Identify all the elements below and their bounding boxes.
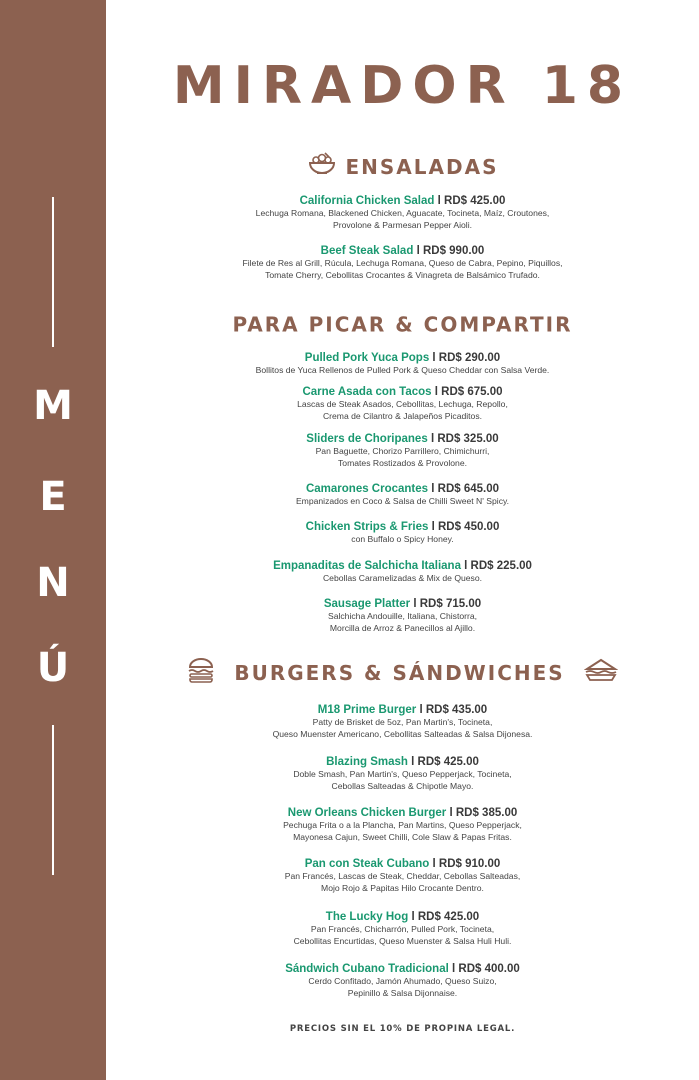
item-description-line: Mojo Rojo & Papitas Hilo Crocante Dentro. <box>321 882 484 893</box>
menu-item <box>106 857 699 894</box>
item-description <box>106 258 699 281</box>
item-price: l RD$ 225.00 <box>464 560 532 572</box>
item-price: l RD$ 990.00 <box>416 245 485 257</box>
item-price: l RD$ 425.00 <box>411 756 479 768</box>
item-price: l RD$ 910.00 <box>432 858 501 870</box>
item-description-line: Morcilla de Arroz & Panecillos al Ajillo. <box>329 622 476 633</box>
item-description-line: Lascas de Steak Asados, Cebollitas, Lechuga, Repollo, <box>297 399 508 409</box>
menu-item <box>106 559 699 585</box>
item-description-line: Bollitos de Yuca Rellenos de Pulled Pork & Queso Cheddar con Salsa Verde. <box>255 365 550 375</box>
menu-item <box>106 806 699 843</box>
item-price: l RD$ 645.00 <box>431 483 500 495</box>
item-price: l RD$ 400.00 <box>452 963 520 975</box>
item-description <box>106 365 699 377</box>
section-title-ensaladas: ENSALADAS <box>345 155 499 179</box>
item-description <box>106 976 699 999</box>
item-description <box>106 208 699 231</box>
sidebar-letter-u: Ú <box>36 645 70 691</box>
item-price: l RD$ 425.00 <box>411 911 480 923</box>
sidebar-letter-m: M <box>33 383 73 429</box>
menu-item <box>106 385 699 422</box>
item-price: l RD$ 290.00 <box>432 352 501 364</box>
item-price: l RD$ 385.00 <box>449 807 518 819</box>
sidebar-letter-n: N <box>36 560 70 606</box>
burger-icon <box>187 657 215 689</box>
menu-item <box>106 597 699 634</box>
item-description-line: Pan Francés, Chicharrón, Pulled Pork, Tocineta, <box>310 924 495 934</box>
sandwich-icon <box>584 657 618 689</box>
restaurant-title: MIRADOR 18 <box>172 56 633 116</box>
item-description-line: Filete de Res al Grill, Rúcula, Lechuga Romana, Queso de Cabra, Pepino, Piquillos, <box>242 258 563 268</box>
menu-item <box>106 755 699 792</box>
item-description <box>106 534 699 546</box>
item-name: The Lucky Hog <box>325 911 409 923</box>
item-description-line: Provolone & Parmesan Pepper Aioli. <box>332 219 472 230</box>
item-description-line: Pechuga Frita o a la Plancha, Pan Martins, Queso Pepperjack, <box>283 820 522 830</box>
section-heading-burgers <box>106 657 699 689</box>
menu-item <box>106 962 699 999</box>
item-name: Chicken Strips & Fries <box>305 521 429 533</box>
section-heading-ensaladas <box>106 151 699 183</box>
item-price: l RD$ 325.00 <box>430 433 499 445</box>
item-description <box>106 399 699 422</box>
item-price: l RD$ 435.00 <box>419 704 488 716</box>
item-name: Sliders de Choripanes <box>306 433 428 445</box>
menu-item <box>106 703 699 740</box>
sidebar-divider-top <box>52 197 54 347</box>
menu-item <box>106 244 699 281</box>
sidebar-divider-bottom <box>52 725 54 875</box>
menu-item <box>106 482 699 508</box>
item-description-line: Cebollitas Encurtidas, Queso Muenster & Salsa Huli Huli. <box>293 935 512 946</box>
item-description-line: Pan Baguette, Chorizo Parrillero, Chimichurri, <box>315 446 490 456</box>
item-description-line: Tomates Rostizados & Provolone. <box>338 457 467 468</box>
item-price: l RD$ 715.00 <box>413 598 482 610</box>
item-description-line: Queso Muenster Americano, Cebollitas Salteadas & Salsa Dijonesa. <box>272 728 533 739</box>
item-description <box>106 717 699 740</box>
item-description-line: Tomate Cherry, Cebollitas Crocantes & Vinagreta de Balsámico Trufado. <box>265 269 540 280</box>
footer-tip-notice: PRECIOS SIN EL 10% DE PROPINA LEGAL. <box>289 1024 516 1034</box>
item-name: Beef Steak Salad <box>320 245 414 257</box>
section-heading-para-picar <box>106 310 699 338</box>
item-description-line: Lechuga Romana, Blackened Chicken, Aguacate, Tocineta, Maíz, Croutones, <box>255 208 550 218</box>
item-description-line: Salchicha Andouille, Italiana, Chistorra, <box>327 611 478 621</box>
item-description-line: Mayonesa Cajun, Sweet Chilli, Cole Slaw & Papas Fritas. <box>293 831 512 842</box>
item-name: Pulled Pork Yuca Pops <box>304 352 430 364</box>
sidebar-menu-banner <box>0 0 106 1080</box>
item-name: Carne Asada con Tacos <box>302 386 432 398</box>
item-name: M18 Prime Burger <box>317 704 417 716</box>
item-description-line: Crema de Cilantro & Jalapeños Picaditos. <box>322 410 483 421</box>
item-name: Camarones Crocantes <box>305 483 429 495</box>
item-description-line: Cebollas Caramelizadas & Mix de Queso. <box>322 573 483 583</box>
item-name: California Chicken Salad <box>299 195 435 207</box>
item-name: Pan con Steak Cubano <box>304 858 430 870</box>
item-name: Empanaditas de Salchicha Italiana <box>273 560 461 572</box>
item-name: Sausage Platter <box>323 598 411 610</box>
item-description <box>106 820 699 843</box>
item-description <box>106 496 699 508</box>
item-description <box>106 924 699 947</box>
item-price: l RD$ 675.00 <box>434 386 503 398</box>
item-description-line: Empanizados en Coco & Salsa de Chilli Sweet N' Spicy. <box>295 496 510 506</box>
salad-bowl-icon <box>307 151 337 183</box>
item-description-line: Doble Smash, Pan Martin's, Queso Pepperjack, Tocineta, <box>293 769 512 779</box>
menu-item <box>106 520 699 546</box>
sidebar-letter-e: E <box>39 474 67 520</box>
menu-item <box>106 432 699 469</box>
item-price: l RD$ 450.00 <box>431 521 500 533</box>
menu-item <box>106 194 699 231</box>
item-description <box>106 573 699 585</box>
item-description <box>106 446 699 469</box>
section-title-burgers: BURGERS & SÁNDWICHES <box>234 661 565 685</box>
item-description <box>106 611 699 634</box>
item-description-line: Cebollas Salteadas & Chipotle Mayo. <box>331 780 474 791</box>
item-description-line: Pepinillo & Salsa Dijonnaise. <box>347 987 458 998</box>
menu-item <box>106 351 699 377</box>
section-title-para-picar: PARA PICAR & COMPARTIR <box>232 312 573 337</box>
item-description <box>106 769 699 792</box>
item-name: New Orleans Chicken Burger <box>287 807 447 819</box>
item-description-line: con Buffalo o Spicy Honey. <box>351 534 454 544</box>
item-price: l RD$ 425.00 <box>437 195 506 207</box>
item-description-line: Pan Francés, Lascas de Steak, Cheddar, Cebollas Salteadas, <box>284 871 521 881</box>
menu-item <box>106 910 699 947</box>
item-name: Sándwich Cubano Tradicional <box>285 963 449 975</box>
item-description-line: Patty de Brisket de 5oz, Pan Martin's, Tocineta, <box>312 717 493 727</box>
item-description-line: Cerdo Confitado, Jamón Ahumado, Queso Suizo, <box>308 976 497 986</box>
item-description <box>106 871 699 894</box>
item-name: Blazing Smash <box>326 756 408 768</box>
